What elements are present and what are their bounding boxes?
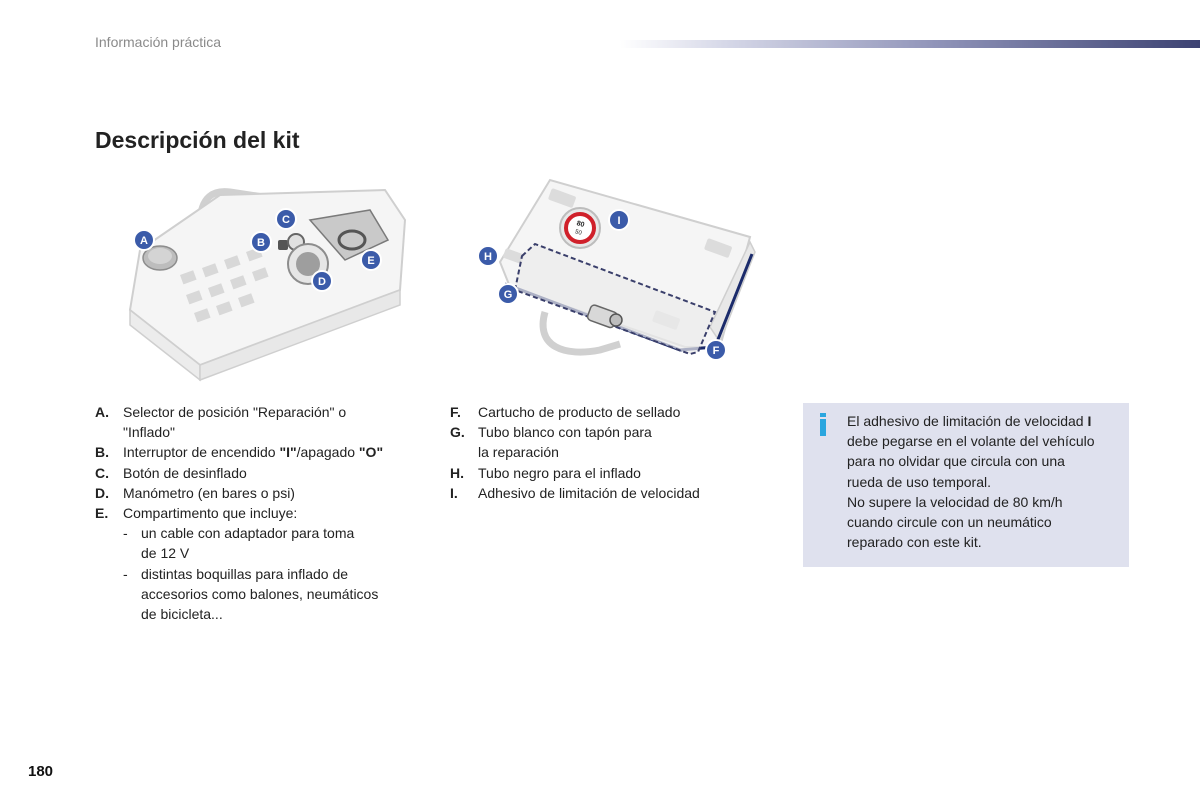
- list-text: /apagado: [296, 444, 359, 461]
- off-symbol: "O": [358, 444, 384, 461]
- list-text: Tubo blanco con tapón para: [478, 424, 652, 441]
- callout-a-label: A: [140, 235, 148, 247]
- list-text: de 12 V: [141, 545, 190, 562]
- callout-d-label: D: [318, 276, 326, 288]
- callout-f-label: F: [712, 345, 720, 357]
- info-icon: [820, 413, 826, 435]
- info-note-box: [803, 403, 1129, 567]
- callout-f: [706, 340, 726, 360]
- list-text: Manómetro (en bares o psi): [123, 484, 295, 501]
- list-item-f: [450, 402, 750, 422]
- list-item-g: [450, 422, 750, 462]
- info-line: No supere la velocidad de 80 km/h: [847, 493, 1063, 510]
- list-item-h: [450, 463, 750, 483]
- legend-list-right: [450, 402, 750, 503]
- info-note-text: [847, 411, 1127, 552]
- callout-g-label: G: [503, 289, 513, 301]
- list-text: Cartucho de producto de sellado: [478, 404, 681, 420]
- list-letter: B.: [95, 444, 109, 461]
- info-line: reparado con este kit.: [847, 534, 982, 551]
- info-line: rueda de uso temporal.: [847, 473, 991, 490]
- info-line: debe pegarse en el volante del vehículo: [847, 433, 1095, 450]
- list-text: Selector de posición "Reparación" o: [123, 404, 347, 420]
- list-text: distintas boquillas para inflado de: [141, 565, 349, 582]
- list-text: la reparación: [478, 444, 559, 461]
- section-header: Información práctica: [95, 34, 222, 50]
- page-title: Descripción del kit: [95, 127, 300, 153]
- list-letter: H.: [450, 464, 464, 481]
- callout-a: [134, 230, 154, 250]
- callout-c: [276, 209, 296, 229]
- list-text: Botón de desinflado: [123, 464, 247, 481]
- callout-b-label: B: [257, 237, 265, 249]
- callout-g: [498, 284, 518, 304]
- speed-limit-sticker: [560, 208, 600, 248]
- list-letter: A.: [95, 404, 109, 420]
- list-text: "Inflado": [123, 424, 175, 441]
- list-item-b: [95, 442, 425, 462]
- sticker-speed-80: 80: [575, 220, 586, 229]
- callout-i: [609, 210, 629, 230]
- list-text: Tubo negro para el inflado: [478, 464, 641, 481]
- page-number: 180: [28, 763, 54, 780]
- list-letter: F.: [450, 404, 461, 420]
- callout-e-label: E: [367, 255, 375, 267]
- kit-top-illustration: [120, 180, 420, 390]
- header-gradient-bar: [620, 40, 1200, 48]
- callout-b: [251, 232, 271, 252]
- list-text: accesorios como balones, neumáticos: [141, 585, 379, 602]
- list-letter: G.: [450, 424, 465, 441]
- on-symbol: "I": [279, 444, 297, 461]
- kit-underside-illustration: [470, 172, 770, 372]
- list-letter: E.: [95, 505, 109, 522]
- callout-e: [361, 250, 381, 270]
- list-item-e: [95, 503, 425, 624]
- info-line: El adhesivo de limitación de velocidad: [847, 413, 1088, 429]
- callout-d: [312, 271, 332, 291]
- list-text: un cable con adaptador para toma: [141, 525, 355, 542]
- callout-i-label: I: [617, 215, 621, 227]
- list-item-a: [95, 402, 425, 442]
- legend-list-left: [95, 402, 425, 624]
- sticker-speed-50: 50: [574, 229, 583, 237]
- list-item-d: [95, 483, 425, 503]
- list-text: Compartimento que incluye:: [123, 505, 298, 522]
- callout-h: [478, 246, 498, 266]
- list-letter: D.: [95, 484, 109, 501]
- list-letter: I.: [450, 484, 458, 501]
- list-text: de bicicleta...: [141, 606, 223, 623]
- dash: -: [123, 525, 128, 542]
- dash: -: [123, 565, 128, 582]
- list-letter: C.: [95, 464, 109, 481]
- callout-c-label: C: [282, 214, 290, 226]
- list-item-i: [450, 483, 750, 503]
- sub-item-cable: [123, 523, 425, 563]
- info-line: para no olvidar que circula con una: [847, 453, 1065, 470]
- list-text: Adhesivo de limitación de velocidad: [478, 484, 700, 501]
- info-line: cuando circule con un neumático: [847, 514, 1052, 531]
- sub-item-nozzles: [123, 564, 425, 625]
- on-off-switch: [278, 240, 288, 250]
- info-ref: I: [1087, 413, 1092, 429]
- callout-h-label: H: [484, 251, 492, 263]
- list-text: Interruptor de encendido: [123, 444, 280, 461]
- list-item-c: [95, 463, 425, 483]
